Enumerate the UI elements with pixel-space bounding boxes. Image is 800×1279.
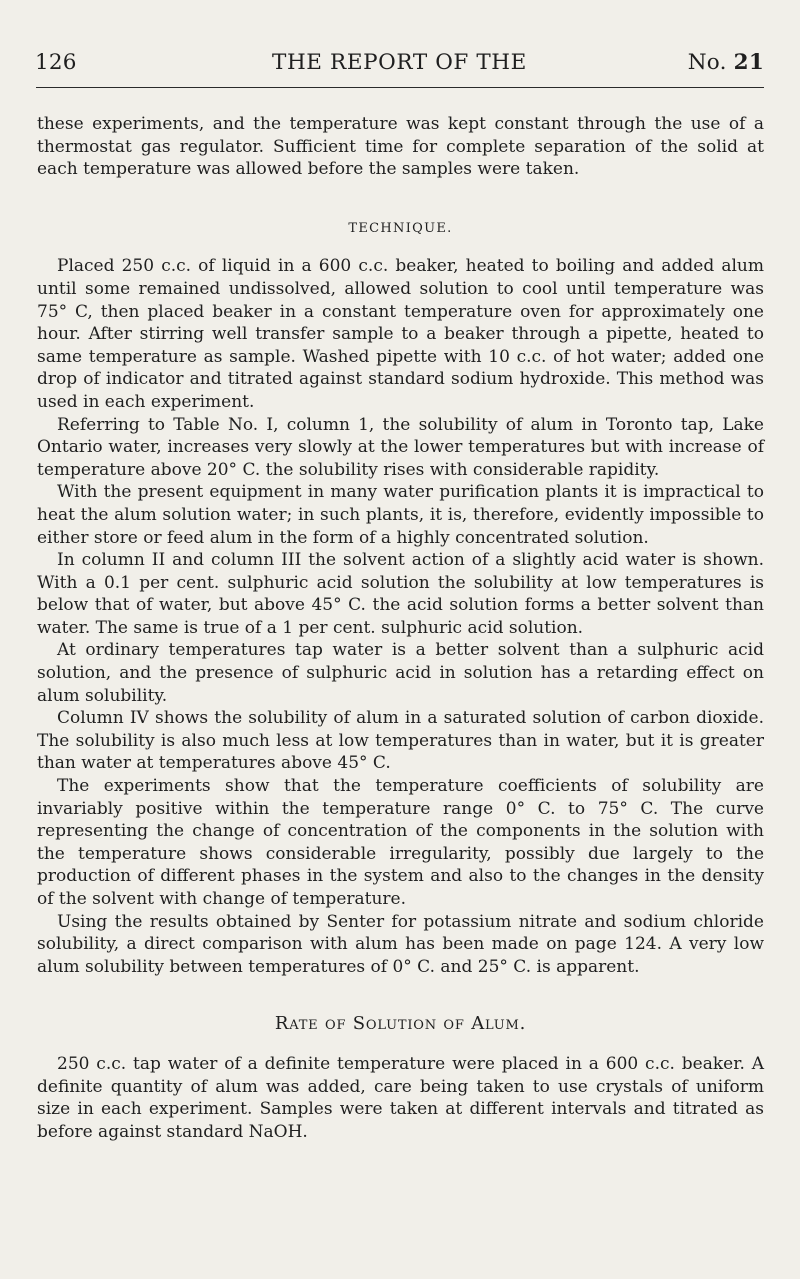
issue-number: 21 xyxy=(733,50,764,75)
running-header xyxy=(35,50,764,80)
technique-paragraph-7: The experiments show that the temperature coefficients of solubility are invariably positive within the temperature range 0° C. to 75° C. The curve representing the change of concentration of the components in the solution with the temperature shows considerable irregularity, possibly due largely to the production of different phases in the system and also to the changes in the density of the solvent with change of temperature. xyxy=(37,776,764,909)
technique-paragraph-8: Using the results obtained by Senter for potassium nitrate and sodium chloride solubility, a direct comparison with alum has been made on page 124. A very low alum solubility between temperatures of 0° C. and 25° C. is apparent. xyxy=(37,911,764,977)
issue-prefix: No. xyxy=(687,50,727,75)
technique-paragraph-6: Column IV shows the solubility of alum in a saturated solution of carbon dioxide. The solubility is also much less at low temperatures than in water, but it is greater than water at temperatures above 45° C. xyxy=(37,708,764,774)
running-title: THE REPORT OF THE xyxy=(272,50,527,75)
intro-paragraph: these experiments, and the temperature was kept constant through the use of a thermostat gas regulator. Sufficient time for complete separation of the solid at each temperature was allowed before the samples were taken. xyxy=(37,114,764,180)
rate-of-solution-heading: Rate of Solution of Alum. xyxy=(274,1013,527,1035)
rate-paragraph: 250 c.c. tap water of a definite temperature were placed in a 600 c.c. beaker. A definite quantity of alum was added, care being taken to use crystals of uniform size in each experiment. Samples were taken at different intervals and titrated as before against standard NaOH. xyxy=(37,1053,764,1142)
page-body xyxy=(37,113,764,1143)
technique-paragraph-3: With the present equipment in many water purification plants it is impractical to heat the alum solution water; in such plants, it is, therefore, evidently impossible to either store or feed alum in the form of a highly concentrated solution. xyxy=(37,482,764,548)
header-rule xyxy=(36,87,764,88)
issue-label xyxy=(688,50,764,75)
technique-paragraph-1: Placed 250 c.c. of liquid in a 600 c.c. beaker, heated to boiling and added alum until some remained undissolved, allowed solution to cool until temperature was 75° C, then placed beaker in a constant temperature oven for approximately one hour. After stirring well transfer sample to a beaker through a pipette, heated to same temperature as sample. Washed pipette with 10 c.c. of hot water; added one drop of indicator and titrated against standard sodium hydroxide. This method was used in each experiment. xyxy=(37,256,764,412)
technique-heading: TECHNIQUE. xyxy=(348,220,453,236)
technique-paragraph-4: In column II and column III the solvent action of a slightly acid water is shown. With a 0.1 per cent. sulphuric acid solution the solubility at low temperatures is below that of water, but above 45° C. the acid solution forms a better solvent than water. The same is true of a 1 per cent. sulphuric acid solution. xyxy=(37,550,764,638)
page-number: 126 xyxy=(35,50,77,75)
technique-paragraph-2: Referring to Table No. I, column 1, the solubility of alum in Toronto tap, Lake Ontario water, increases very slowly at the lower temperatures but with increase of temperature above 20° C. the solubility rises with considerable rapidity. xyxy=(37,414,764,480)
technique-paragraph-5: At ordinary temperatures tap water is a better solvent than a sulphuric acid solution, and the presence of sulphuric acid in solution has a retarding effect on alum solubility. xyxy=(37,640,764,706)
